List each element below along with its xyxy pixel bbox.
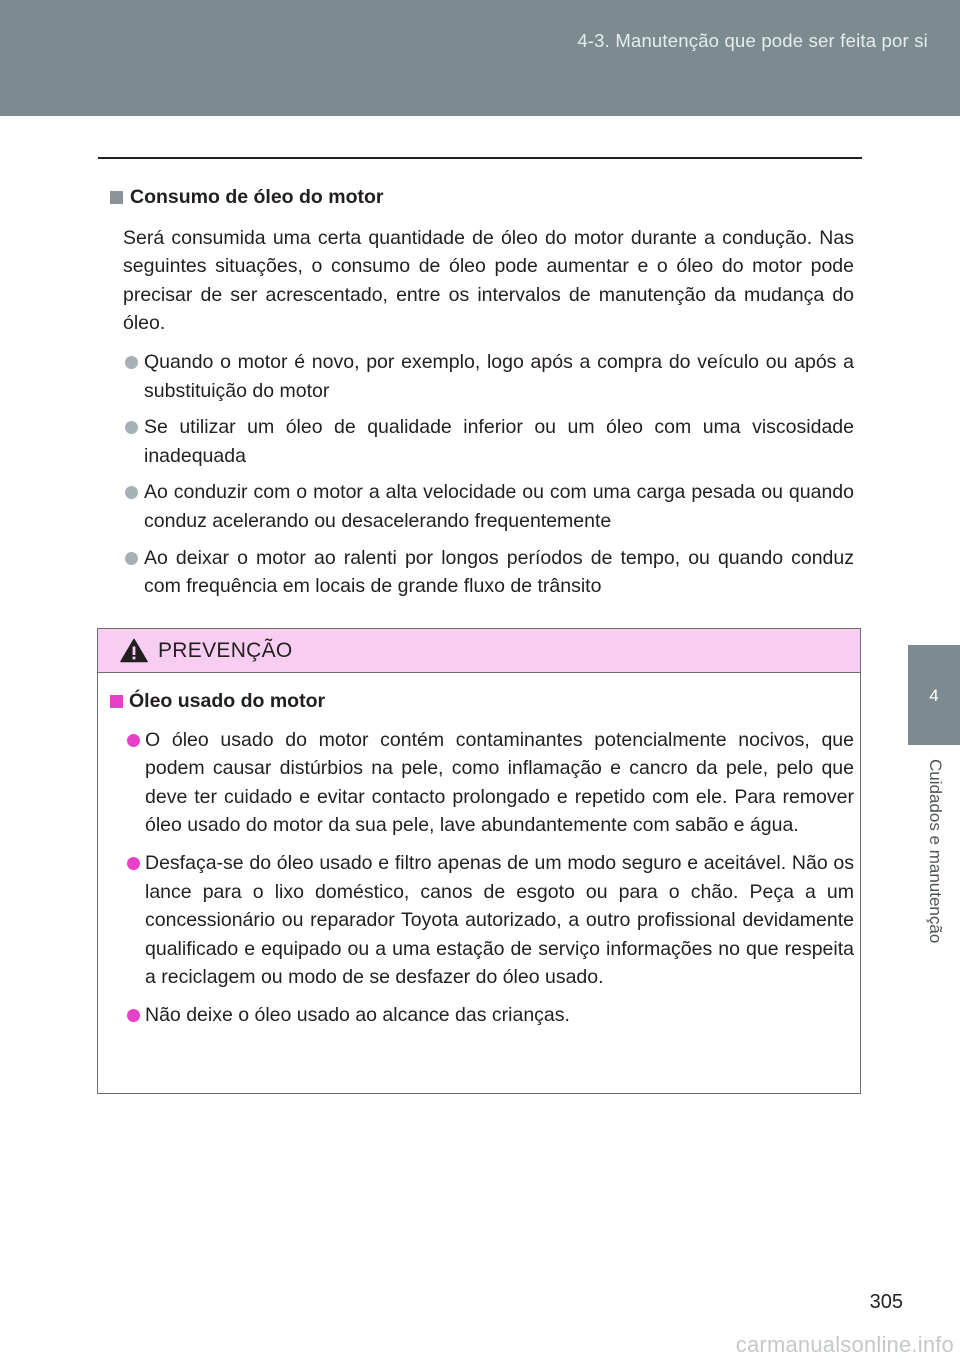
list-item-text: Não deixe o óleo usado ao alcance das crianças. bbox=[145, 1003, 570, 1026]
section-heading bbox=[108, 183, 854, 212]
top-divider bbox=[98, 157, 862, 159]
list-item bbox=[126, 726, 854, 840]
warning-content bbox=[108, 687, 854, 1039]
square-bullet-icon bbox=[110, 191, 123, 204]
header-band bbox=[0, 0, 960, 116]
list-item-text: Desfaça-se do óleo usado e filtro apenas de um modo seguro e aceitável. Não os lance para o lixo doméstico, canos de esgoto ou para o chão. Peça a um concessionário ou reparador Toyota autorizado, a outro profissional devidamente qualificado e equipado ou a uma estação de serviço informações no que respeita a reciclagem ou modo de se desfazer do óleo usado. bbox=[145, 851, 854, 989]
list-item-text: Quando o motor é novo, por exemplo, logo após a compra do veículo ou após a substituição do motor bbox=[144, 350, 854, 402]
circle-bullet-icon bbox=[127, 857, 140, 870]
circle-bullet-icon bbox=[125, 421, 138, 434]
warning-heading-text: Óleo usado do motor bbox=[129, 690, 326, 712]
chapter-tab bbox=[908, 645, 960, 745]
section-heading-text: Consumo de óleo do motor bbox=[130, 186, 384, 208]
square-bullet-icon bbox=[110, 695, 123, 708]
list-item bbox=[123, 413, 854, 470]
warning-title: PREVENÇÃO bbox=[158, 639, 293, 662]
page-number: 305 bbox=[869, 1291, 903, 1313]
circle-bullet-icon bbox=[125, 552, 138, 565]
circle-bullet-icon bbox=[127, 1009, 140, 1022]
warning-heading bbox=[108, 687, 854, 716]
list-item bbox=[123, 544, 854, 601]
list-item bbox=[123, 348, 854, 405]
list-item bbox=[126, 849, 854, 992]
warning-triangle-icon bbox=[120, 638, 148, 663]
circle-bullet-icon bbox=[125, 356, 138, 369]
chapter-number: 4 bbox=[929, 686, 939, 705]
oil-consumption-section bbox=[108, 183, 854, 609]
list-item-text: Ao deixar o motor ao ralenti por longos períodos de tempo, ou quando conduz com frequência em locais de grande fluxo de trânsito bbox=[144, 546, 854, 598]
warning-box bbox=[97, 628, 861, 1094]
watermark-text: carmanualsonline.info bbox=[735, 1332, 954, 1357]
circle-bullet-icon bbox=[127, 734, 140, 747]
section-body: Será consumida uma certa quantidade de óleo do motor durante a condução. Nas seguintes situações, o consumo de óleo pode aumentar e o óleo do motor pode precisar de ser acrescentado, entre os intervalos de manutenção da mudança do óleo. bbox=[123, 226, 854, 335]
list-item-text: Ao conduzir com o motor a alta velocidade ou com uma carga pesada ou quando conduz acelerando ou desacelerando frequentemente bbox=[144, 481, 854, 532]
list-item-text: Se utilizar um óleo de qualidade inferior ou um óleo com uma viscosidade inadequada bbox=[144, 416, 854, 467]
chapter-side-label bbox=[908, 745, 960, 1005]
list-item-text: O óleo usado do motor contém contaminantes potencialmente nocivos, que podem causar distúrbios na pele, como inflamação e cancro da pele, pelo que deve ter cuidado e evitar contacto prolongado e repetido com ele. Para remover óleo usado do motor da sua pele, lave abundantemente com sabão e água. bbox=[145, 728, 854, 837]
warning-header bbox=[98, 629, 860, 673]
chapter-title: 4-3. Manutenção que pode ser feita por si bbox=[577, 30, 928, 51]
chapter-side-label-text: Cuidados e manutenção bbox=[926, 759, 945, 944]
list-item bbox=[126, 1001, 854, 1030]
list-item bbox=[123, 478, 854, 535]
section-bullet-list bbox=[108, 348, 854, 601]
circle-bullet-icon bbox=[125, 486, 138, 499]
